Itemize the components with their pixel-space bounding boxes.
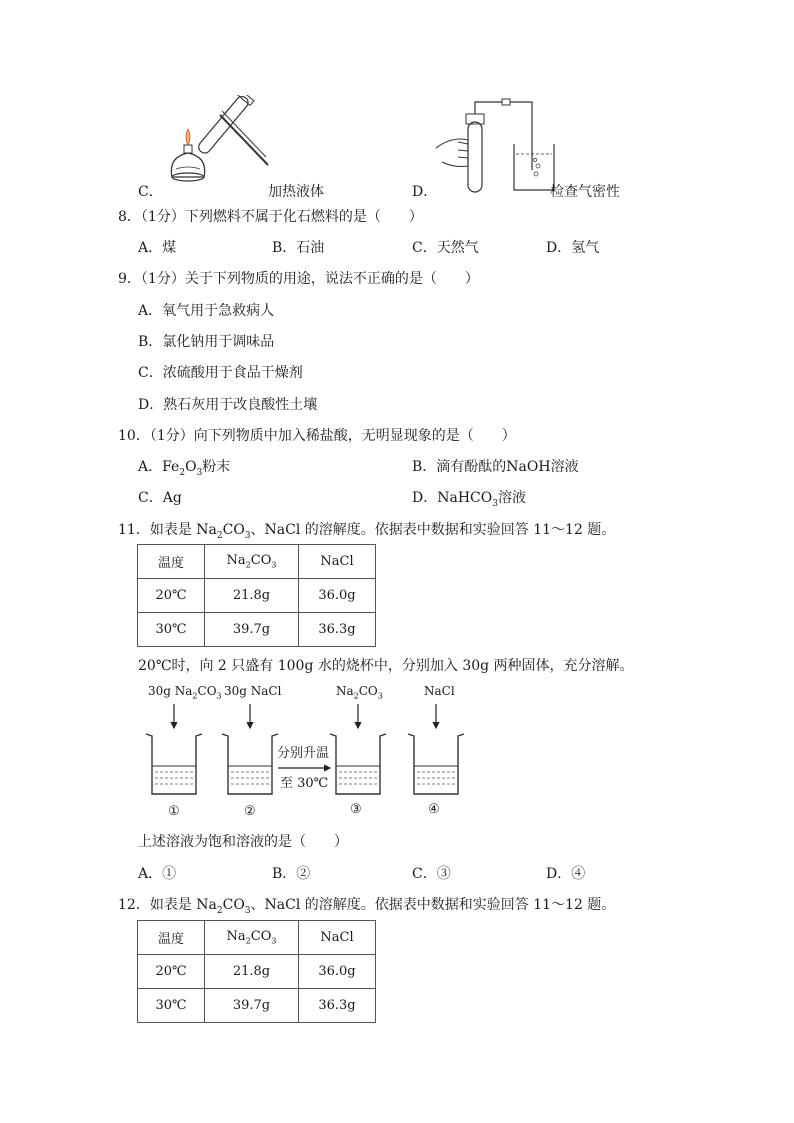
heating-liquid-illustration bbox=[160, 95, 270, 195]
question-10-option-b[interactable]: B．滴有酚酞的NaOH溶液 bbox=[412, 459, 579, 475]
table-cell: 20℃ bbox=[138, 579, 205, 613]
table-header-row bbox=[138, 921, 376, 955]
table-row bbox=[138, 579, 376, 613]
question-8-option-d[interactable]: D．氢气 bbox=[546, 240, 600, 256]
option-d-label: 检查气密性 bbox=[550, 184, 620, 200]
table-cell: 21.8g bbox=[205, 955, 299, 989]
table-cell: 39.7g bbox=[205, 613, 299, 647]
beaker-4-number: ④ bbox=[428, 802, 440, 817]
question-10-option-a[interactable]: A．$Fe_2O_3$粉末 bbox=[138, 459, 231, 478]
question-10-option-c[interactable]: C．Ag bbox=[138, 490, 182, 506]
question-8-option-c[interactable]: C．天然气 bbox=[412, 240, 479, 256]
question-10-option-d[interactable]: D．NaHCO$_3$溶液 bbox=[412, 490, 526, 509]
table-cell: 36.0g bbox=[299, 579, 376, 613]
label-30g-na2co3: 30g $Na_2CO_3$ bbox=[148, 684, 222, 701]
beaker-3 bbox=[330, 734, 386, 794]
table-cell: $Na_2CO_3$ bbox=[205, 921, 299, 955]
question-11-option-c[interactable]: C．③ bbox=[412, 866, 451, 882]
question-11-stem: 11．如表是 $Na_2CO_3$、NaCl 的溶解度。依据表中数据和实验回答 11～12 题。 bbox=[118, 522, 616, 541]
question-11-option-a[interactable]: A．① bbox=[138, 866, 177, 882]
question-9-stem: 9．（1分）关于下列物质的用途，说法不正确的是（ ） bbox=[118, 271, 479, 287]
beaker-1-number: ① bbox=[168, 804, 180, 819]
label-nacl: NaCl bbox=[424, 684, 455, 698]
question-9-option-b[interactable]: B．氯化钠用于调味品 bbox=[138, 334, 275, 350]
question-11-option-d[interactable]: D．④ bbox=[546, 866, 586, 882]
table-cell: 30℃ bbox=[138, 989, 205, 1023]
question-9-option-c[interactable]: C．浓硫酸用于食品干燥剂 bbox=[138, 365, 303, 381]
arrow-label-bottom: 至 30℃ bbox=[280, 776, 329, 791]
table-cell: $Na_2CO_3$ bbox=[205, 545, 299, 579]
beaker-3-number: ③ bbox=[350, 802, 362, 817]
table-cell: 36.3g bbox=[299, 989, 376, 1023]
question-8-option-a[interactable]: A．煤 bbox=[138, 240, 177, 256]
question-11-prompt: 上述溶液为饱和溶液的是（ ） bbox=[138, 834, 348, 850]
question-8-stem: 8．（1分）下列燃料不属于化石燃料的是（ ） bbox=[118, 209, 423, 225]
option-c-apparatus bbox=[160, 95, 270, 195]
option-c-label: 加热液体 bbox=[268, 184, 324, 200]
option-d-apparatus bbox=[432, 96, 562, 196]
table-cell: NaCl bbox=[299, 921, 376, 955]
table-row bbox=[138, 613, 376, 647]
question-12-solubility-table bbox=[137, 920, 376, 1023]
question-10-stem: 10．（1分）向下列物质中加入稀盐酸，无明显现象的是（ ） bbox=[118, 428, 516, 444]
option-d-letter: D． bbox=[412, 184, 438, 200]
beaker-experiment-diagram bbox=[140, 682, 480, 822]
arrow-label-top: 分别升温 bbox=[277, 746, 330, 761]
table-cell: 温度 bbox=[138, 921, 205, 955]
beaker-2-number: ② bbox=[244, 804, 256, 819]
question-9-option-d[interactable]: D．熟石灰用于改良酸性土壤 bbox=[138, 397, 318, 413]
table-cell: 20℃ bbox=[138, 955, 205, 989]
question-11-option-b[interactable]: B．② bbox=[272, 866, 311, 882]
table-cell: NaCl bbox=[299, 545, 376, 579]
question-8-option-b[interactable]: B．石油 bbox=[272, 240, 325, 256]
gas-tightness-check-illustration bbox=[432, 96, 562, 196]
table-cell: 36.0g bbox=[299, 955, 376, 989]
beaker-2 bbox=[222, 734, 278, 794]
question-11-solubility-table bbox=[137, 544, 376, 647]
label-30g-nacl: 30g NaCl bbox=[224, 684, 282, 698]
table-cell: 36.3g bbox=[299, 613, 376, 647]
option-c-letter: C． bbox=[138, 184, 163, 200]
table-header-row bbox=[138, 545, 376, 579]
table-row bbox=[138, 955, 376, 989]
label-na2co3: $Na_2CO_3$ bbox=[336, 684, 383, 701]
table-row bbox=[138, 989, 376, 1023]
table-cell: 21.8g bbox=[205, 579, 299, 613]
beaker-4 bbox=[408, 734, 464, 794]
question-11-experiment: 20℃时，向 2 只盛有 100g 水的烧杯中，分别加入 30g 两种固体，充分溶解。 bbox=[138, 658, 634, 674]
table-cell: 39.7g bbox=[205, 989, 299, 1023]
table-cell: 温度 bbox=[138, 545, 205, 579]
beaker-1 bbox=[146, 734, 202, 794]
question-9-option-a[interactable]: A．氧气用于急救病人 bbox=[138, 303, 275, 319]
table-cell: 30℃ bbox=[138, 613, 205, 647]
question-12-stem: 12．如表是 $Na_2CO_3$、NaCl 的溶解度。依据表中数据和实验回答 11～12 题。 bbox=[118, 897, 616, 916]
